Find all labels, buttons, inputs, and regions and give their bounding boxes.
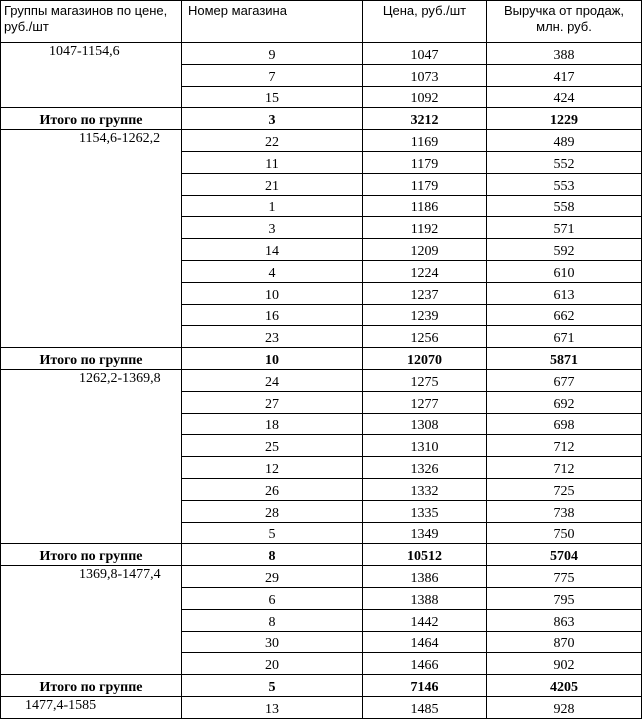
store-number-cell: 9 — [182, 43, 363, 65]
revenue-cell: 553 — [487, 173, 642, 195]
revenue-cell: 489 — [487, 130, 642, 152]
price-cell: 1073 — [363, 64, 487, 86]
revenue-cell: 698 — [487, 413, 642, 435]
price-cell: 1485 — [363, 696, 487, 718]
revenue-cell: 571 — [487, 217, 642, 239]
price-cell: 1209 — [363, 239, 487, 261]
price-cell: 1332 — [363, 478, 487, 500]
store-number-cell: 13 — [182, 696, 363, 718]
price-cell: 1237 — [363, 282, 487, 304]
group-total-price: 7146 — [363, 675, 487, 697]
store-number-cell: 10 — [182, 282, 363, 304]
revenue-cell: 671 — [487, 326, 642, 348]
price-cell: 1277 — [363, 391, 487, 413]
store-number-cell: 16 — [182, 304, 363, 326]
price-cell: 1179 — [363, 151, 487, 173]
revenue-cell: 677 — [487, 369, 642, 391]
price-cell: 1256 — [363, 326, 487, 348]
price-cell: 1186 — [363, 195, 487, 217]
revenue-cell: 928 — [487, 696, 642, 718]
price-cell: 1047 — [363, 43, 487, 65]
table-row — [1, 696, 642, 718]
store-number-cell: 12 — [182, 457, 363, 479]
price-cell: 1179 — [363, 173, 487, 195]
group-total-count: 5 — [182, 675, 363, 697]
price-cell: 1464 — [363, 631, 487, 653]
price-cell: 1239 — [363, 304, 487, 326]
header-price-groups: Группы магазинов по цене, руб./шт — [1, 1, 182, 43]
price-cell: 1169 — [363, 130, 487, 152]
group-total-count: 3 — [182, 108, 363, 130]
price-cell: 1386 — [363, 566, 487, 588]
revenue-cell: 870 — [487, 631, 642, 653]
group-total-revenue: 1229 — [487, 108, 642, 130]
group-total-count: 10 — [182, 348, 363, 370]
price-cell: 1224 — [363, 260, 487, 282]
price-cell: 1092 — [363, 86, 487, 108]
group-total-price: 12070 — [363, 348, 487, 370]
price-cell: 1466 — [363, 653, 487, 675]
revenue-cell: 388 — [487, 43, 642, 65]
store-number-cell: 1 — [182, 195, 363, 217]
table-body — [1, 43, 642, 719]
store-number-cell: 23 — [182, 326, 363, 348]
group-total-count: 8 — [182, 544, 363, 566]
group-total-revenue: 5704 — [487, 544, 642, 566]
revenue-cell: 592 — [487, 239, 642, 261]
revenue-cell: 902 — [487, 653, 642, 675]
revenue-cell: 610 — [487, 260, 642, 282]
store-number-cell: 26 — [182, 478, 363, 500]
group-total-revenue: 4205 — [487, 675, 642, 697]
store-number-cell: 28 — [182, 500, 363, 522]
revenue-cell: 424 — [487, 86, 642, 108]
price-cell: 1310 — [363, 435, 487, 457]
revenue-cell: 712 — [487, 435, 642, 457]
price-cell: 1388 — [363, 587, 487, 609]
table-row — [1, 566, 642, 588]
price-cell: 1275 — [363, 369, 487, 391]
store-number-cell: 6 — [182, 587, 363, 609]
table-row — [1, 43, 642, 65]
store-number-cell: 27 — [182, 391, 363, 413]
group-total-label: Итого по группе — [1, 544, 182, 566]
price-group-label: 1262,2-1369,8 — [1, 369, 182, 543]
store-number-cell: 3 — [182, 217, 363, 239]
price-cell: 1308 — [363, 413, 487, 435]
table-row — [1, 369, 642, 391]
price-cell: 1442 — [363, 609, 487, 631]
header-row — [1, 1, 642, 43]
table-row — [1, 130, 642, 152]
price-group-label: 1369,8-1477,4 — [1, 566, 182, 675]
store-number-cell: 21 — [182, 173, 363, 195]
revenue-cell: 417 — [487, 64, 642, 86]
store-number-cell: 15 — [182, 86, 363, 108]
group-total-row — [1, 348, 642, 370]
price-cell: 1192 — [363, 217, 487, 239]
revenue-cell: 725 — [487, 478, 642, 500]
price-group-label: 1154,6-1262,2 — [1, 130, 182, 348]
revenue-cell: 558 — [487, 195, 642, 217]
price-group-label: 1477,4-1585 — [1, 696, 182, 718]
group-total-row — [1, 544, 642, 566]
group-total-label: Итого по группе — [1, 348, 182, 370]
revenue-cell: 613 — [487, 282, 642, 304]
store-number-cell: 22 — [182, 130, 363, 152]
group-total-price: 10512 — [363, 544, 487, 566]
price-group-label: 1047-1154,6 — [1, 43, 182, 108]
revenue-cell: 738 — [487, 500, 642, 522]
store-number-cell: 8 — [182, 609, 363, 631]
group-total-price: 3212 — [363, 108, 487, 130]
store-number-cell: 30 — [182, 631, 363, 653]
group-total-row — [1, 675, 642, 697]
price-cell: 1326 — [363, 457, 487, 479]
group-total-label: Итого по группе — [1, 675, 182, 697]
price-cell: 1335 — [363, 500, 487, 522]
store-number-cell: 4 — [182, 260, 363, 282]
revenue-cell: 750 — [487, 522, 642, 544]
revenue-cell: 863 — [487, 609, 642, 631]
header-revenue: Выручка от продаж, млн. руб. — [487, 1, 642, 43]
store-number-cell: 25 — [182, 435, 363, 457]
revenue-cell: 795 — [487, 587, 642, 609]
store-number-cell: 29 — [182, 566, 363, 588]
revenue-cell: 712 — [487, 457, 642, 479]
store-number-cell: 5 — [182, 522, 363, 544]
revenue-cell: 692 — [487, 391, 642, 413]
store-number-cell: 14 — [182, 239, 363, 261]
group-total-revenue: 5871 — [487, 348, 642, 370]
price-cell: 1349 — [363, 522, 487, 544]
header-store-number: Номер магазина — [182, 1, 363, 43]
revenue-cell: 552 — [487, 151, 642, 173]
revenue-cell: 662 — [487, 304, 642, 326]
store-number-cell: 11 — [182, 151, 363, 173]
group-total-row — [1, 108, 642, 130]
store-number-cell: 18 — [182, 413, 363, 435]
store-number-cell: 24 — [182, 369, 363, 391]
group-total-label: Итого по группе — [1, 108, 182, 130]
header-price: Цена, руб./шт — [363, 1, 487, 43]
store-number-cell: 20 — [182, 653, 363, 675]
store-number-cell: 7 — [182, 64, 363, 86]
revenue-cell: 775 — [487, 566, 642, 588]
